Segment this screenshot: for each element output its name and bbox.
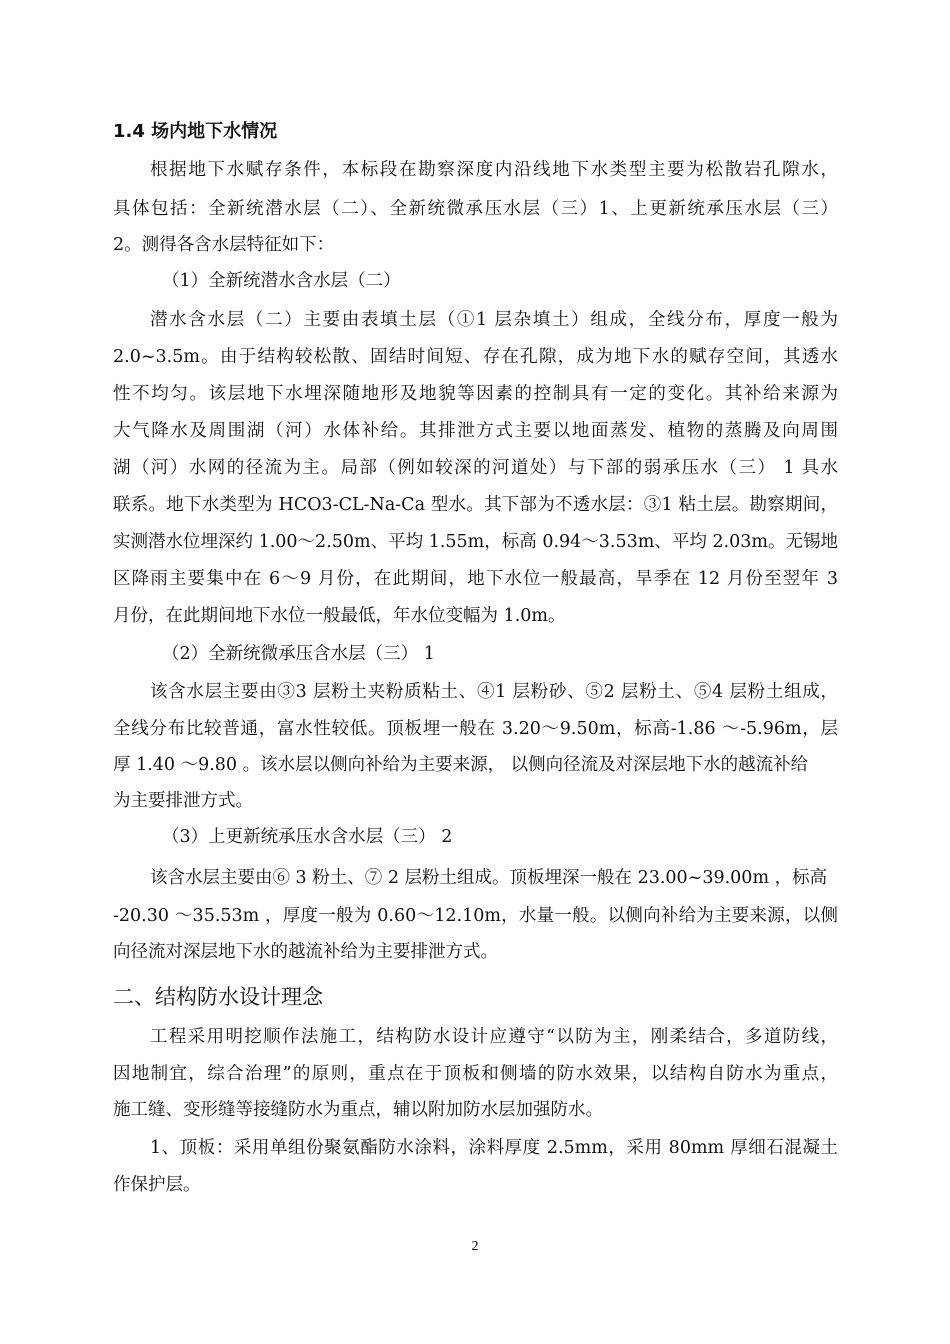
paragraph-line: 联系。地下水类型为 HCO3-CL-Na-Ca 型水。其下部为不透水层：③1 粘土层。勘察期间， [113,495,838,515]
paragraph-line: 因地制宜，综合治理”的原则，重点在于顶板和侧墙的防水效果，以结构自防水为重点， [113,1064,838,1084]
paragraph-line: -20.30 ～35.53m ，厚度一般为 0.60～12.10m，水量一般。以侧向补给为主要来源，以侧 [113,906,838,926]
paragraph-line: 全线分布比较普通，富水性较低。顶板埋一般在 3.20～9.50m，标高-1.86 ～-5.96m，层 [113,719,838,739]
paragraph-line: 实测潜水位埋深约 1.00～2.50m、平均 1.55m，标高 0.94～3.53m、平均 2.03m。无锡地 [113,532,838,552]
paragraph-line: 为主要排泄方式。 [113,791,253,811]
subheading-2: （2）全新统微承压含水层（三） 1 [162,644,435,664]
paragraph-line: 大气降水及周围湖（河）水体补给。其排泄方式主要以地面蒸发、植物的蒸腾及向周围 [113,421,838,441]
paragraph-line: 区降雨主要集中在 6～9 月份，在此期间，地下水位一般最高，旱季在 12 月份至翌年 3 [113,569,838,589]
paragraph-line: 具体包括：全新统潜水层（二）、全新统微承压水层（三）1、上更新统承压水层（三） [113,199,838,219]
paragraph-line: 根据地下水赋存条件，本标段在勘察深度内沿线地下水类型主要为松散岩孔隙水， [150,160,838,180]
paragraph-line: 2.0~3.5m。由于结构较松散、固结时间短、存在孔隙，成为地下水的赋存空间，其透水 [113,347,838,367]
paragraph-line: 2。测得各含水层特征如下： [113,235,335,255]
paragraph-line: 施工缝、变形缝等接缝防水为重点，辅以附加防水层加强防水。 [113,1100,603,1120]
section-heading-2: 二、结构防水设计理念 [113,985,323,1009]
paragraph-line: 该含水层主要由⑥ 3 粉土、⑦ 2 层粉土组成。顶板埋深一般在 23.00~39.00m ，标高 [150,868,828,888]
paragraph-line: 该含水层主要由③3 层粉土夹粉质粘土、④1 层粉砂、⑤2 层粉土、⑤4 层粉土组成， [150,682,838,702]
paragraph-line: 湖（河）水网的径流为主。局部（例如较深的河道处）与下部的弱承压水（三） 1 具水 [113,458,838,478]
paragraph-line: 厚 1.40 ～9.80 。该水层以侧向补给为主要来源， 以侧向径流及对深层地下水的越流补给 [113,755,809,775]
paragraph-line: 1、顶板：采用单组份聚氨酯防水涂料，涂料厚度 2.5mm，采用 80mm 厚细石混凝土 [150,1138,838,1158]
subheading-3: （3）上更新统承压水含水层（三） 2 [162,827,453,847]
paragraph-line: 向径流对深层地下水的越流补给为主要排泄方式。 [113,942,498,962]
paragraph-line: 月份，在此期间地下水位一般最低，年水位变幅为 1.0m。 [113,606,566,626]
page-number: 2 [471,1239,479,1254]
paragraph-line: 性不均匀。该层地下水埋深随地形及地貌等因素的控制具有一定的变化。其补给来源为 [113,384,838,404]
paragraph-line: 作保护层。 [113,1175,201,1195]
subheading-1: （1）全新统潜水含水层（二） [162,271,401,291]
section-heading-1-4: 1.4 场内地下水情况 [113,121,278,142]
paragraph-line: 工程采用明挖顺作法施工，结构防水设计应遵守“以防为主，刚柔结合，多道防线， [150,1027,838,1047]
paragraph-line: 潜水含水层（二）主要由表填土层（①1 层杂填土）组成，全线分布，厚度一般为 [150,310,838,330]
